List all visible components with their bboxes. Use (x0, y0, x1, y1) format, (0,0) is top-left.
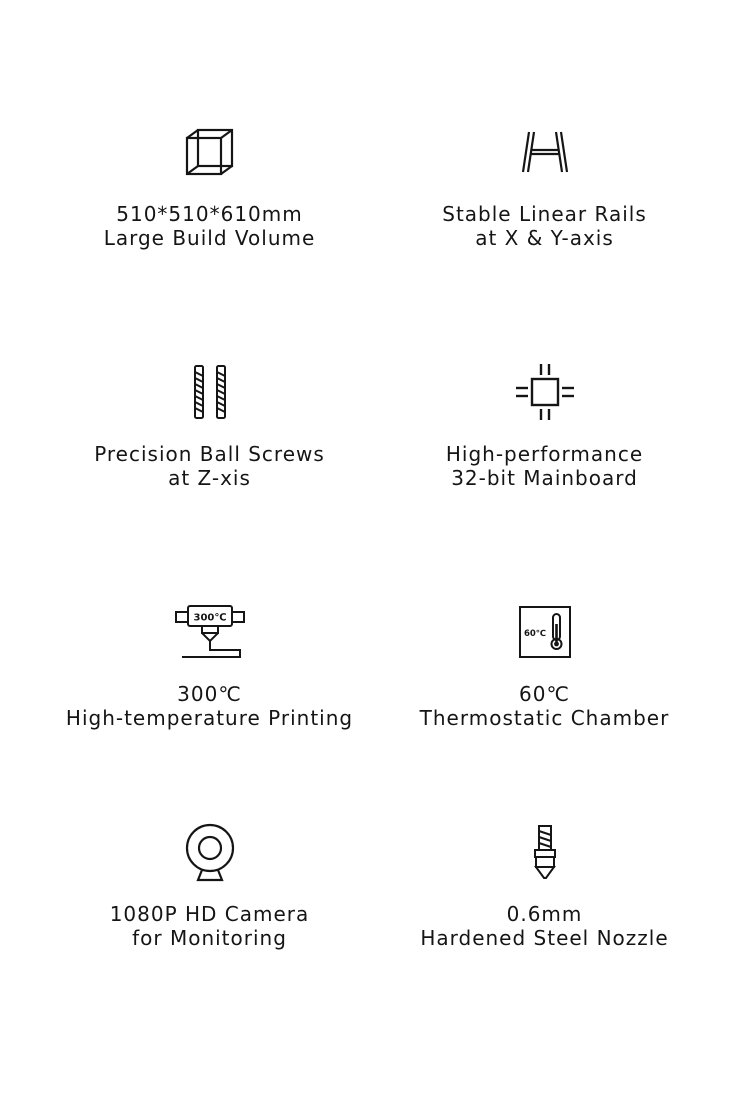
feature-title: Stable Linear Rails (442, 202, 647, 226)
feature-subtitle: at Z-xis (168, 466, 251, 490)
feature-caption (357, 902, 732, 950)
hotend-icon (172, 602, 248, 662)
feature-caption (22, 442, 397, 490)
chamber-temp-label: 60℃ (523, 629, 546, 639)
feature-subtitle: Large Build Volume (103, 226, 316, 250)
feature-subtitle: at X & Y-axis (475, 226, 614, 250)
feature-caption (357, 442, 732, 490)
feature-caption (357, 202, 732, 250)
webcam-icon (180, 822, 240, 882)
hotend-temp-label: 300℃ (193, 612, 226, 624)
feature-subtitle: for Monitoring (132, 926, 287, 950)
feature-caption (22, 682, 397, 730)
feature-linear-rails (357, 122, 732, 250)
feature-title: 510*510*610mm (116, 202, 303, 226)
feature-high-temp (22, 602, 397, 730)
feature-nozzle (357, 822, 732, 950)
feature-title: Precision Ball Screws (94, 442, 325, 466)
feature-subtitle: Hardened Steel Nozzle (420, 926, 669, 950)
nozzle-icon (525, 822, 565, 882)
chip-icon (512, 362, 578, 422)
feature-subtitle: Thermostatic Chamber (419, 706, 670, 730)
feature-caption (357, 682, 732, 730)
feature-title: 1080P HD Camera (109, 902, 310, 926)
feature-build-volume (22, 122, 397, 250)
feature-thermostatic-chamber (357, 602, 732, 730)
feature-title: 60℃ (519, 682, 570, 706)
feature-camera (22, 822, 397, 950)
feature-subtitle: High-temperature Printing (65, 706, 354, 730)
feature-subtitle: 32-bit Mainboard (451, 466, 638, 490)
feature-ball-screws (22, 362, 397, 490)
feature-caption (22, 902, 397, 950)
feature-mainboard (357, 362, 732, 490)
linear-rail-icon (513, 122, 577, 182)
thermometer-icon (515, 602, 575, 662)
feature-title: 0.6mm (506, 902, 583, 926)
feature-title: High-performance (445, 442, 644, 466)
feature-caption (22, 202, 397, 250)
ball-screw-icon (185, 362, 235, 422)
cube-icon (180, 122, 240, 182)
feature-title: 300℃ (177, 682, 242, 706)
